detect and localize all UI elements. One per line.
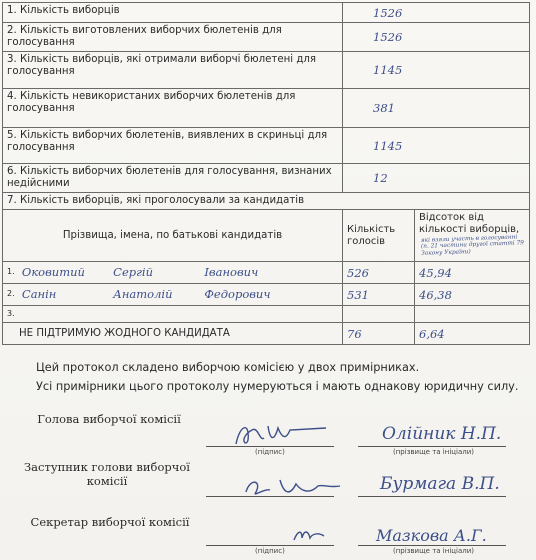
candidate-number: 3.: [7, 309, 15, 318]
row-label: 3. Кількість виборців, які отримали виборчі бюлетені для голосування: [3, 52, 343, 89]
signature-line: [206, 496, 334, 497]
candidate-patronymic: Іванович: [204, 264, 259, 279]
signature-line: [206, 545, 334, 546]
table-row: [3, 52, 530, 89]
signature-caption: (підпис): [255, 448, 285, 456]
signature-line: [206, 446, 334, 447]
candidate-surname: Санін: [21, 286, 57, 301]
row-label: 4. Кількість невикористаних виборчих бюлетенів для голосування: [3, 89, 343, 128]
row-value: 1145: [343, 128, 530, 164]
initials-line: [358, 496, 506, 497]
initials-line: [358, 545, 506, 546]
signature-scribble: [290, 526, 330, 546]
candidate-votes: 526: [343, 262, 415, 284]
candidate-row: [3, 284, 530, 306]
candidate-row: [3, 262, 530, 284]
row-label: 5. Кількість виборчих бюлетенів, виявлених в скриньці для голосування: [3, 128, 343, 164]
signature-name: Олійник Н.П.: [382, 424, 502, 444]
signature-role: Голова виборчої комісії: [37, 412, 181, 426]
table-row: [3, 193, 530, 210]
candidate-first-name: Сергій: [113, 264, 154, 279]
row-value: 1526: [343, 3, 530, 23]
candidate-number: 2.: [7, 288, 15, 298]
table-row: [3, 89, 530, 128]
candidate-surname: Оковитий: [21, 264, 85, 279]
none-label: НЕ ПІДТРИМУЮ ЖОДНОГО КАНДИДАТА: [3, 323, 343, 345]
initials-caption: (прізвище та ініціали): [393, 547, 475, 555]
table-row: [3, 128, 530, 164]
header-percent-note: які взяли участь в голосуванні (п. 21 частини другої статті 79 Закону України): [420, 234, 525, 257]
signature-name: Мазкова А.Г.: [376, 526, 487, 545]
protocol-table: [2, 2, 530, 345]
candidate-row: [3, 306, 530, 323]
signature-caption: (підпис): [255, 547, 285, 555]
candidate-first-name: Анатолій: [113, 286, 173, 301]
row-value: 12: [343, 164, 530, 193]
row-label: 6. Кількість виборчих бюлетенів для голосування, визнаних недійсними: [3, 164, 343, 193]
row-value: 1145: [343, 52, 530, 89]
none-row: [3, 323, 530, 345]
candidate-number: 1.: [7, 266, 15, 276]
candidate-percent: 46,38: [415, 284, 530, 306]
candidate-name-cell: [3, 306, 343, 323]
candidate-votes: [343, 306, 415, 323]
row-label: 1. Кількість виборців: [3, 3, 343, 23]
header-name: Прізвища, імена, по батькові кандидатів: [3, 210, 343, 262]
footer-line-1: Цей протокол складено виборчою комісією у двох примірниках.: [36, 361, 420, 374]
candidate-percent: [415, 306, 530, 323]
candidate-votes: 531: [343, 284, 415, 306]
table-row: [3, 3, 530, 23]
row-label: 2. Кількість виготовлених виборчих бюлетенів для голосування: [3, 23, 343, 52]
table-row: [3, 23, 530, 52]
signature-name: Бурмага В.П.: [380, 474, 500, 494]
candidate-patronymic: Федорович: [204, 286, 271, 301]
initials-line: [358, 446, 506, 447]
footer-line-2: Усі примірники цього протоколу нумеруються і мають однакову юридичну силу.: [36, 380, 519, 393]
candidate-name-cell: [3, 262, 343, 284]
candidate-percent: 45,94: [415, 262, 530, 284]
initials-caption: (прізвище та ініціали): [393, 448, 475, 456]
header-votes: Кількість голосів: [343, 210, 415, 262]
row-value: 1526: [343, 23, 530, 52]
signature-role: Секретар виборчої комісії: [30, 515, 190, 529]
candidates-header-row: [3, 210, 530, 262]
table-row: [3, 164, 530, 193]
row-label: 7. Кількість виборців, які проголосували за кандидатів: [3, 193, 530, 210]
none-percent: 6,64: [415, 323, 530, 345]
signature-role: Заступник голови виборчої комісії: [24, 460, 190, 488]
none-votes: 76: [343, 323, 415, 345]
candidate-name-cell: [3, 284, 343, 306]
header-percent-text: Відсоток від кількості виборців,: [419, 212, 520, 235]
header-percent: [415, 210, 530, 262]
row-value: 381: [343, 89, 530, 128]
